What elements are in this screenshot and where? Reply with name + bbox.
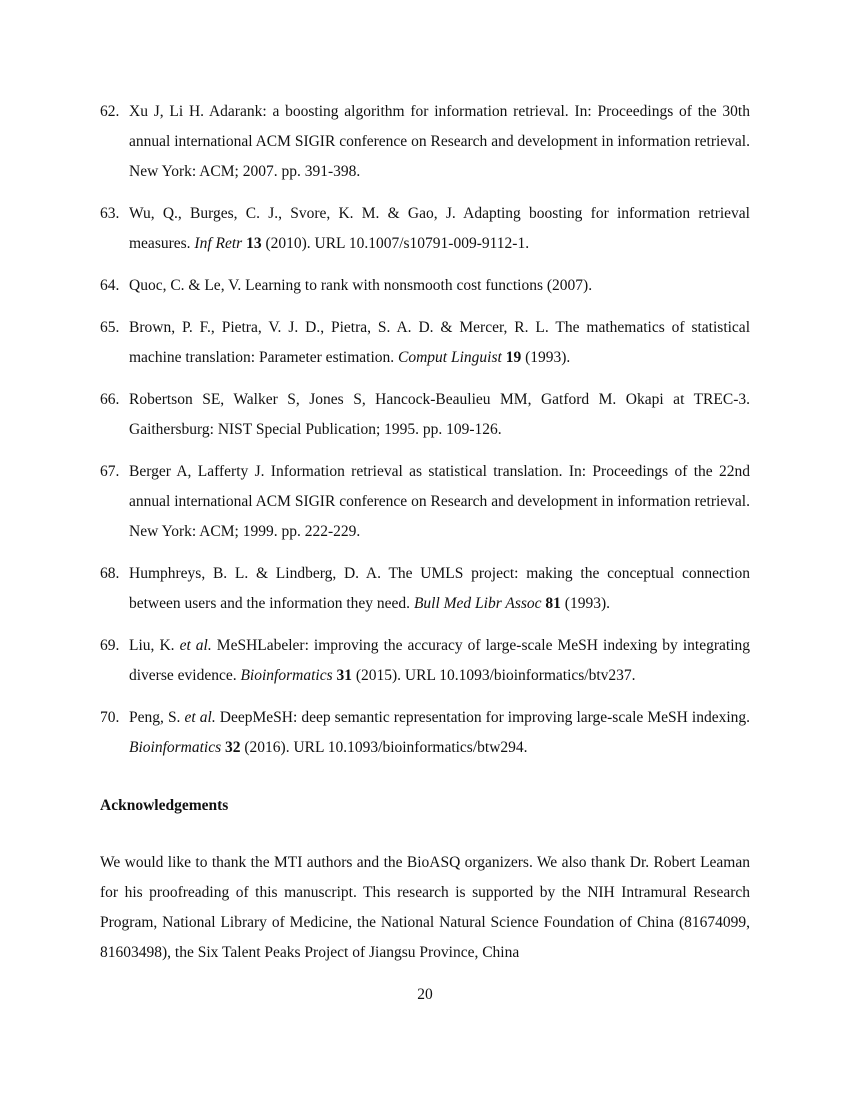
- reference-authors: Liu, K.: [129, 637, 175, 654]
- acknowledgements-text: We would like to thank the MTI authors and the BioASQ organizers. We also thank Dr. Robert Leaman for his proofreading of this manuscript. This research is supported by the NIH Intramural Research Program, National Library of Medicine, the National Natural Science Foundation of China (81674099, 81603498), the Six Talent Peaks Project of Jiangsu Province, China: [100, 854, 750, 961]
- journal-volume: 19: [505, 349, 522, 366]
- reference-68: [100, 559, 750, 619]
- reference-year-url: (2015). URL 10.1093/bioinformatics/btv237.: [355, 667, 636, 684]
- reference-number: 66.: [100, 391, 120, 408]
- reference-year-url: (2010). URL 10.1007/s10791-009-9112-1.: [265, 235, 530, 252]
- reference-number: 64.: [100, 277, 120, 294]
- reference-number: 69.: [100, 637, 120, 654]
- reference-70: [100, 703, 750, 763]
- reference-64: [100, 271, 750, 301]
- journal-name: Inf Retr: [194, 235, 243, 252]
- journal-volume: 81: [545, 595, 561, 612]
- journal-volume: 32: [225, 739, 241, 756]
- journal-name: Comput Linguist: [398, 349, 502, 366]
- reference-text: Robertson SE, Walker S, Jones S, Hancock-Beaulieu MM, Gatford M. Okapi at TREC-3. Gaithersburg: NIST Special Publication; 1995. pp. 109-126.: [129, 391, 750, 438]
- reference-text: Xu J, Li H. Adarank: a boosting algorithm for information retrieval. In: Proceedings of the 30th annual international ACM SIGIR conference on Research and development in information retrieval. New York: ACM; 2007. pp. 391-398.: [129, 103, 750, 180]
- reference-text: Berger A, Lafferty J. Information retrieval as statistical translation. In: Proceedings of the 22nd annual international ACM SIGIR conference on Research and development in information retrieval. New York: ACM; 1999. pp. 222-229.: [129, 463, 750, 540]
- reference-number: 70.: [100, 709, 120, 726]
- reference-year-url: (2016). URL 10.1093/bioinformatics/btw294.: [244, 739, 528, 756]
- journal-name: Bioinformatics: [129, 739, 222, 756]
- reference-67: [100, 457, 750, 547]
- reference-62: [100, 97, 750, 187]
- reference-authors-title: Wu, Q., Burges, C. J., Svore, K. M. & Gao, J. Adapting boosting for information retrieval measures.: [129, 205, 750, 252]
- et-al: et al.: [184, 709, 216, 726]
- reference-69: [100, 631, 750, 691]
- reference-year: (1993).: [525, 349, 571, 366]
- reference-66: [100, 385, 750, 445]
- journal-volume: 31: [336, 667, 352, 684]
- reference-number: 68.: [100, 565, 120, 582]
- reference-authors: Peng, S.: [129, 709, 181, 726]
- reference-number: 62.: [100, 103, 120, 120]
- et-al: et al.: [179, 637, 212, 654]
- reference-number: 65.: [100, 319, 120, 336]
- reference-65: [100, 313, 750, 373]
- journal-name: Bull Med Libr Assoc: [413, 595, 542, 612]
- reference-title: DeepMeSH: deep semantic representation for improving large-scale MeSH indexing.: [219, 709, 751, 726]
- reference-63: [100, 199, 750, 259]
- reference-year: (1993).: [564, 595, 610, 612]
- reference-authors-title: Humphreys, B. L. & Lindberg, D. A. The UMLS project: making the conceptual connection between users and the information they need.: [129, 565, 750, 612]
- reference-authors-title: Brown, P. F., Pietra, V. J. D., Pietra, S. A. D. & Mercer, R. L. The mathematics of statistical machine translation: Parameter estimation.: [129, 319, 750, 366]
- page-number: 20: [417, 986, 433, 1003]
- reference-number: 63.: [100, 205, 120, 222]
- journal-name: Bioinformatics: [240, 667, 333, 684]
- reference-title: MeSHLabeler: improving the accuracy of large-scale MeSH indexing by integrating diverse evidence.: [129, 637, 750, 684]
- reference-text: Quoc, C. & Le, V. Learning to rank with nonsmooth cost functions (2007).: [129, 277, 593, 294]
- acknowledgements-heading: Acknowledgements: [100, 797, 229, 814]
- reference-list: [100, 97, 750, 775]
- reference-number: 67.: [100, 463, 120, 480]
- journal-volume: 13: [246, 235, 262, 252]
